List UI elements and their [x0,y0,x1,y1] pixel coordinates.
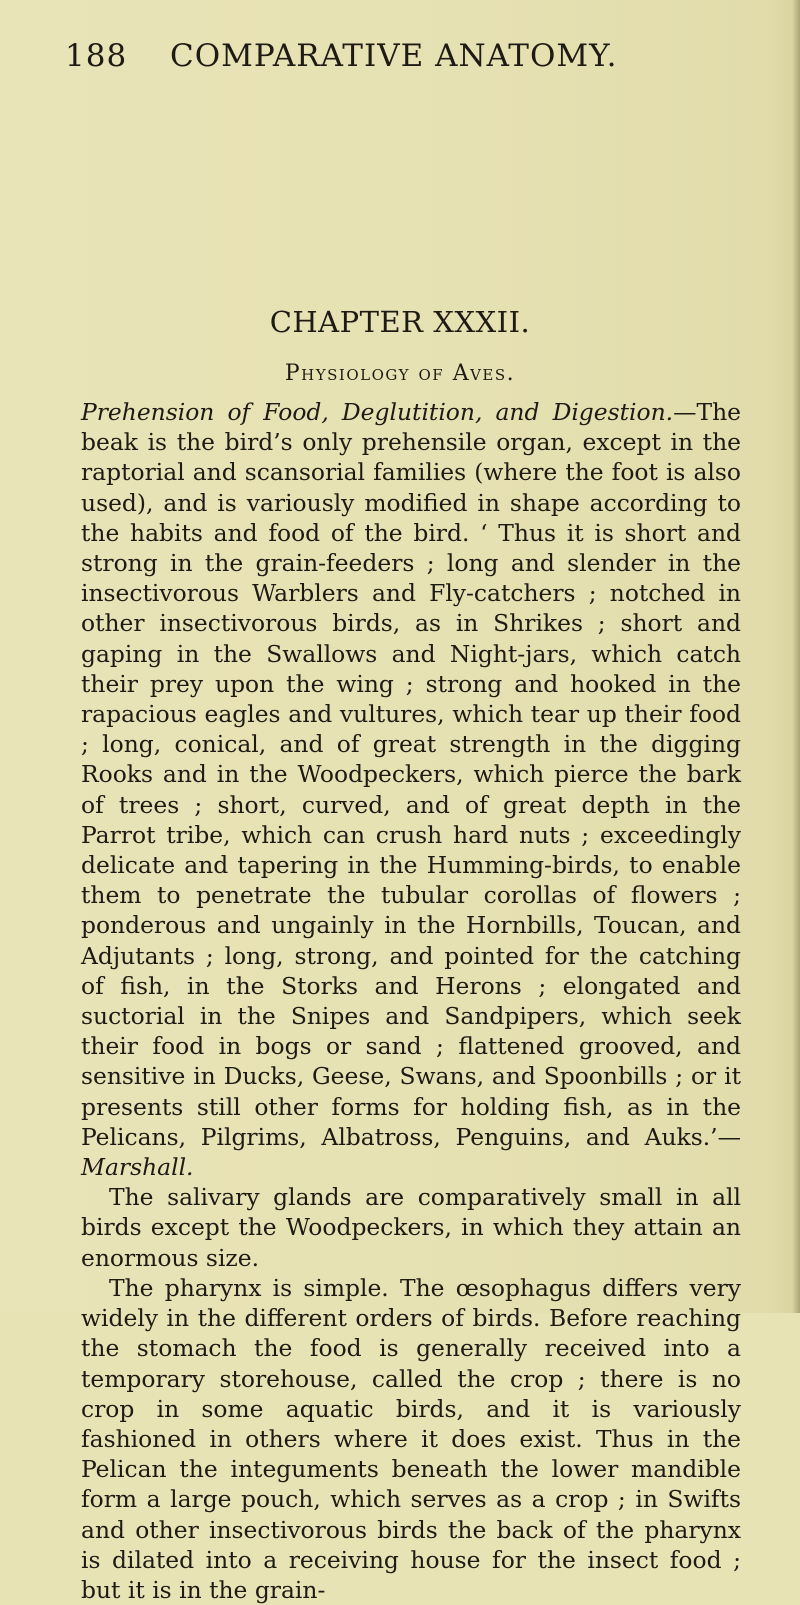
paragraph-pharynx: The pharynx is simple. The œsophagus differs very widely in the different orders of birds. Before reaching the stomach the food is generally received into a temporary storehouse, called the crop ; there is no crop in some aquatic birds, and it is variously fashioned in others where it does exist. Thus in the Pelican the integuments beneath the lower mandible form a large pouch, which serves as a crop ; in Swifts and other insectivorous birds the back of the pharynx is dilated into a receiving house for the insect food ; but it is in the grain- [81,1273,741,1604]
body-text [81,397,741,1605]
chapter-title: CHAPTER XXXII. [269,305,531,339]
paragraph-text: —The beak is the bird’s only prehensile organ, except in the raptorial and scansorial families (where the foot is also used), and is variously modified in shape according to the habits and food of the bird. ‘ Thus it is short and strong in the grain-feeders ; long and slender in the insectivorous Warblers and Fly-catchers ; notched in other insectivorous birds, as in Shrikes ; short and gaping in the Swallows and Night-jars, which catch their prey upon the wing ; strong and hooked in the rapacious eagles and vultures, which tear up their food ; long, conical, and of great strength in the digging Rooks and in the Woodpeckers, which pierce the bark of trees ; short, curved, and of great depth in the Parrot tribe, which can crush hard nuts ; exceedingly delicate and tapering in the Humming-birds, to enable them to penetrate the tubular corollas of flowers ; ponderous and ungainly in the Hornbills, Toucan, and Adjutants ; long, strong, and pointed for the catching of fish, in the Storks and Herons ; elongated and suctorial in the Snipes and Sandpipers, which seek their food in bogs or sand ; flattened grooved, and sensitive in Ducks, Geese, Swans, and Spoonbills ; or it presents still other forms for holding fish, as in the Pelicans, Pilgrims, Albatross, Penguins, and Auks.’— [81,398,741,1151]
paragraph-heading: Prehension of Food, Deglutition, and Digestion. [81,398,674,426]
page-edge-shadow [792,0,800,1313]
attribution: Marshall. [81,1153,194,1182]
running-title: COMPARATIVE ANATOMY. [170,38,618,74]
page-number: 188 [65,38,128,74]
paragraph-salivary-glands: The salivary glands are comparatively small in all birds except the Woodpeckers, in which they attain an enormous size. [81,1183,741,1272]
paragraph-prehension [81,397,741,1182]
section-title: Physiology of Aves. [284,361,516,386]
page-header [65,38,731,78]
